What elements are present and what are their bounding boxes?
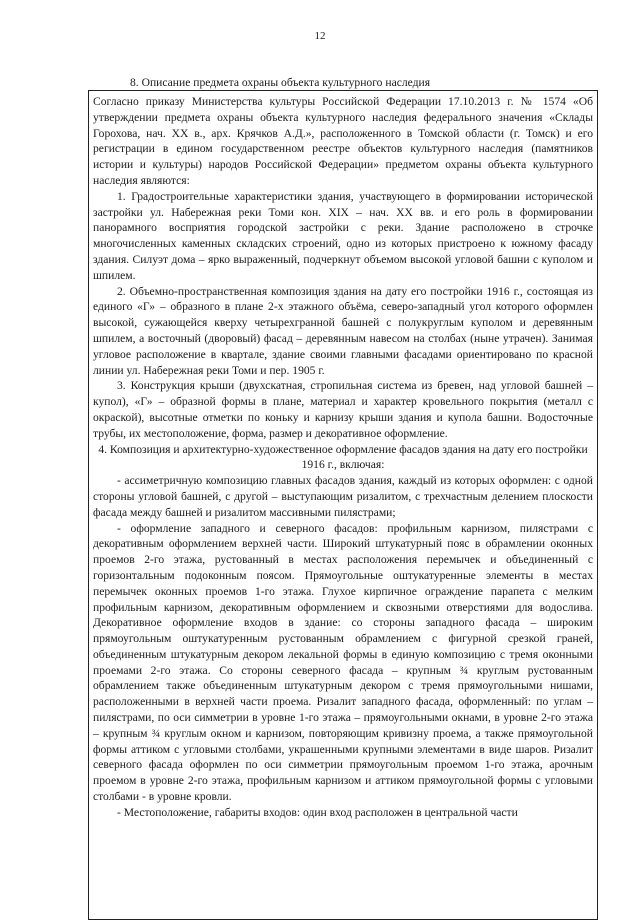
protection-subject-frame (88, 90, 598, 920)
sub-item-asymmetric-composition: - ассиметричную композицию главных фасадов здания, каждый из которых оформлен: с одной стороны угловой башней, с другой – выступающим ризалитом, с трехчастным делением плоскости фасада между башней и ризалитом массивными пилястрами; (93, 474, 593, 519)
item-4-paragraph: 4. Композиция и архитектурно-художественное оформление фасадов здания на дату его постройки 1916 г., включая: (98, 442, 588, 472)
item-3-paragraph: 3. Конструкция крыши (двухскатная, стропильная система из бревен, над угловой башней – купол), «Г» – образной формы в плане, материал и характер кровельного покрытия (металл с окраской), высотные отметки по коньку и карнизу крыши здания и купола башни. Водосточные трубы, их местоположение, форма, размер и декоративное оформление. (93, 379, 593, 440)
page-number: 12 (314, 30, 326, 42)
sub-item-entrances: - Местоположение, габариты входов: один вход расположен в центральной части (117, 805, 518, 819)
item-2-paragraph: 2. Объемно-пространственная композиция здания на дату его постройки 1916 г., состоящая из единого «Г» – образного в плане 2-х этажного объёма, северо-западный угол которого оформлен высокой, сужающейся кверху четырехгранной башней с полукруглым куполом и деревянным шпилем, а восточный (дворовый) фасад – деревянным навесом на столбах (ныне утрачен). Занимая угловое расположение в квартале, здание своими главными фасадами ориентировано по красной линии ул. Набережная реки Томи и пер. 1905 г. (93, 284, 593, 377)
item-1-paragraph: 1. Градостроительные характеристики здания, участвующего в формировании исторической застройки ул. Набережная реки Томи кон. XIX – нач. XX вв. и его роль в формировании панорамного восприятия городской застройки с реки. Здание расположено в строчке многочисленных каменных складских строений, одно из которых пристроено к южному фасаду здания. Силуэт дома – ярко выраженный, подчеркнут объемом высокой угловой башни с куполом и шпилем. (93, 189, 593, 282)
sub-item-facade-decoration: - оформление западного и северного фасадов: профильным карнизом, пилястрами с декоративным оформлением верхней части. Широкий штукатурный пояс в обрамлении оконных проемов 2-го этажа, рустованный в местах расположения перемычек и объединенный с горизонтальным подоконным поясом. Прямоугольные оштукатуренные элементы в местах перемычек оконных проемов 1-го этажа. Глухое кирпичное ограждение парапета с мелким профильным карнизом, декоративным оформлением и сквозными отверстиями для водослива. Декоративное оформление входов в здание: со стороны западного фасада – широким прямоугольным оштукатуренным рустованным обрамлением с фигурной срезкой граней, объединенным штукатурным декором лекальной формы в единую композицию с тремя оконными проемами 2-го этажа. Со стороны северного фасада – крупным ¾ круглым рустованным обрамлением также объединенным штукатурным декором с тремя прямоугольными нишами, расположенными в верхней части проема. Ризалит западного фасада, оформленный: по углам – пилястрами, по оси симметрии в уровне 1-го этажа – прямоугольными окнами, в уровне 2-го этажа – крупным ¾ круглым окном и карнизом, повторяющим кривизну проема, а также прямоугольной формы аттиком с угловыми столбами, украшенными крупными элементами в виде шаров. Ризалит северного фасада оформлен по оси симметрии прямоугольным проемом 1-го этажа, арочным проемом в уровне 2-го этажа, профильным карнизом и аттиком прямоугольной формы с угловыми столбами - в уровне кровли. (93, 521, 593, 804)
section-heading: 8. Описание предмета охраны объекта культурного наследия (130, 76, 431, 89)
intro-paragraph: Согласно приказу Министерства культуры Российской Федерации 17.10.2013 г. № 1574 «Об утверждении предмета охраны объекта культурного наследия федерального значения «Склады Горохова, нач. XX в., арх. Крячков А.Д.», расположенного в Томской области (г. Томск) и его регистрации в едином государственном реестре объектов культурного наследия (памятников истории и культуры) народов Российской Федерации» предметом охраны объекта культурного наследия являются: (93, 95, 593, 187)
